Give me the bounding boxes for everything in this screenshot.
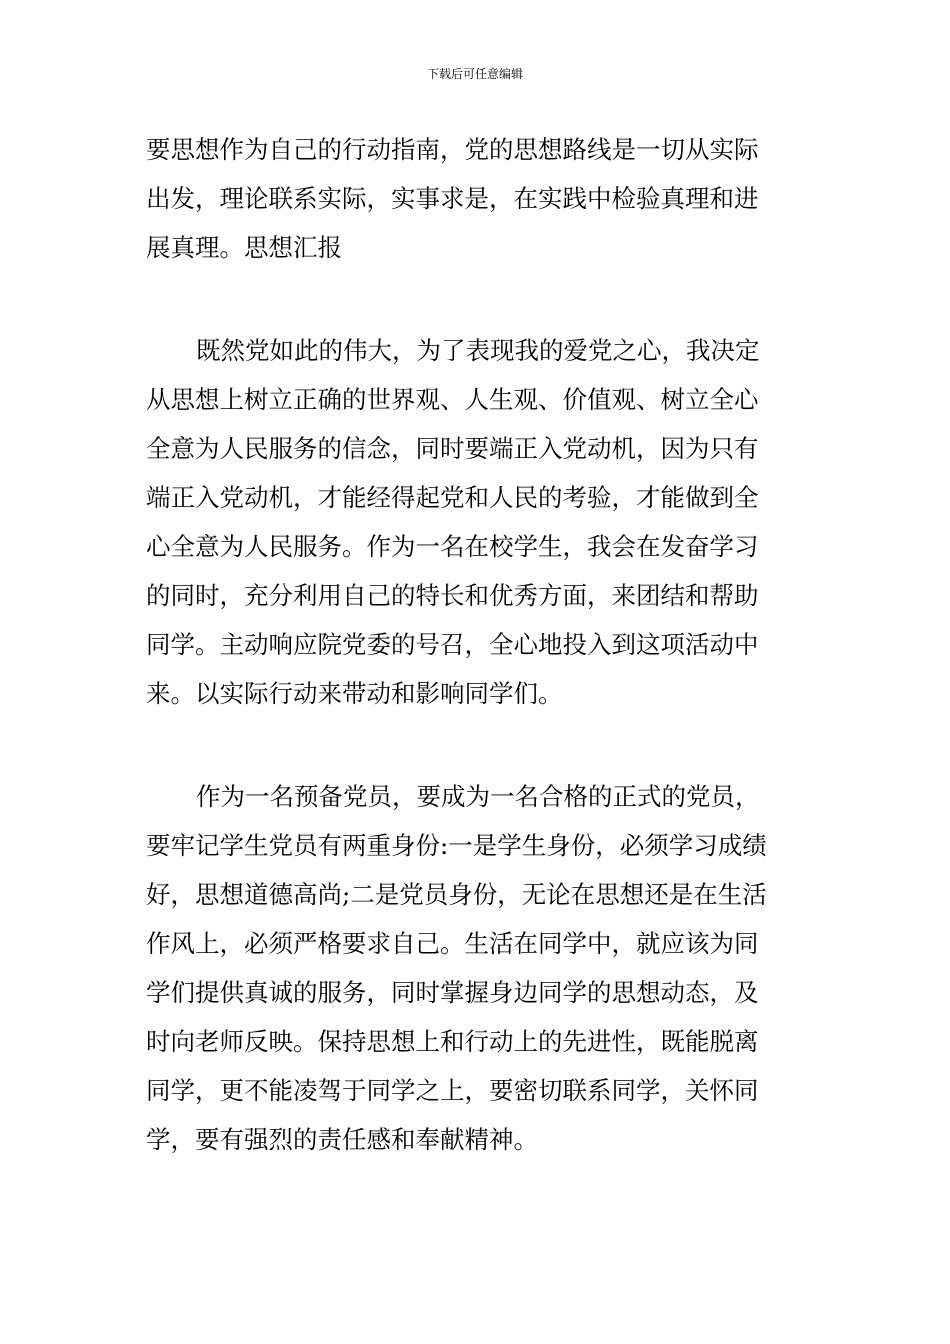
paragraph-3-line-8: 学，要有强烈的责任感和奉献精神。 — [146, 1125, 538, 1154]
paragraph-3-line-6: 时向老师反映。保持思想上和行动上的先进性，既能脱离 — [146, 1027, 759, 1056]
paragraph-2-line-5: 心全意为人民服务。作为一名在校学生，我会在发奋学习 — [146, 532, 759, 561]
paragraph-3-line-2: 要牢记学生党员有两重身份:一是学生身份，必须学习成绩 — [146, 831, 767, 860]
paragraph-2-line-2: 从思想上树立正确的世界观、人生观、价值观、树立全心 — [146, 385, 759, 414]
page-header: 下载后可任意编辑 — [426, 67, 523, 81]
paragraph-3-line-3: 好，思想道德高尚;二是党员身份，无论在思想还是在生活 — [146, 880, 767, 909]
paragraph-2-line-3: 全意为人民服务的信念，同时要端正入党动机，因为只有 — [146, 434, 759, 463]
paragraph-3-line-7: 同学，更不能凌驾于同学之上，要密切联系同学，关怀同 — [146, 1076, 759, 1105]
paragraph-1-line-3: 展真理。思想汇报 — [146, 233, 342, 262]
paragraph-2-line-7: 同学。主动响应院党委的号召，全心地投入到这项活动中 — [146, 630, 759, 659]
paragraph-2-line-4: 端正入党动机，才能经得起党和人民的考验，才能做到全 — [146, 483, 759, 512]
paragraph-3-line-4: 作风上，必须严格要求自己。生活在同学中，就应该为同 — [146, 929, 759, 958]
paragraph-2-line-1: 既然党如此的伟大，为了表现我的爱党之心，我决定 — [196, 336, 760, 365]
paragraph-3-line-5: 学们提供真诚的服务，同时掌握身边同学的思想动态，及 — [146, 978, 759, 1007]
paragraph-2-line-6: 的同时，充分利用自己的特长和优秀方面，来团结和帮助 — [146, 581, 759, 610]
paragraph-3-line-1: 作为一名预备党员，要成为一名合格的正式的党员， — [196, 782, 760, 811]
paragraph-1-line-2: 出发，理论联系实际，实事求是，在实践中检验真理和进 — [146, 184, 759, 213]
paragraph-1-line-1: 要思想作为自己的行动指南，党的思想路线是一切从实际 — [146, 135, 759, 164]
paragraph-2-line-8: 来。以实际行动来带动和影响同学们。 — [146, 679, 563, 708]
